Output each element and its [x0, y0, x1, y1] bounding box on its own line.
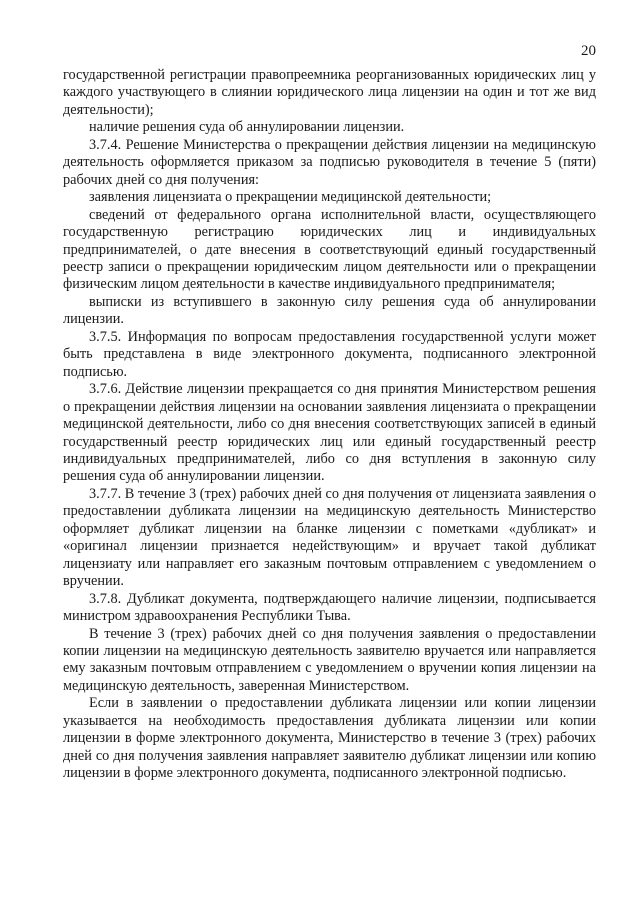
paragraph: Если в заявлении о предоставлении дубликата лицензии или копии лицензии указывается на необходимость предоставления дубликата лицензии или копии лицензии в форме электронного документа, Министерство в течение 3 (трех) рабочих дней со дня получения заявления направляет заявителю дубликат лицензии или копию лицензии в форме электронного документа, подписанного электронной подписью.: [63, 695, 596, 782]
paragraph: сведений от федерального органа исполнительной власти, осуществляющего государственную регистрацию юридических лиц и индивидуальных предпринимателей, о дате внесения в соответствующий единый государственный реестр записи о прекращении юридическим лицом деятельности или о прекращении физическим лицом деятельности в качестве индивидуального предпринимателя;: [63, 206, 596, 293]
paragraph: В течение 3 (трех) рабочих дней со дня получения заявления о предоставлении копии лицензии на медицинскую деятельность заявителю вручается или направляется ему заказным почтовым отправлением с уведомлением о вручении копия лицензии на медицинскую деятельность, заверенная Министерством.: [63, 625, 596, 694]
paragraph: государственной регистрации правопреемника реорганизованных юридических лиц у каждого участвующего в слиянии юридического лица лицензии на один и тот же вид деятельности);: [63, 67, 596, 118]
paragraph: 3.7.6. Действие лицензии прекращается со дня принятия Министерством решения о прекращении действия лицензии на основании заявления лицензиата о прекращении медицинской деятельности, либо со дня внесения соответствующих записей в единый государственный реестр юридических лиц или единый государственный реестр индивидуальных предпринимателей, либо со дня вступления в законную силу решения суда об аннулировании лицензии.: [63, 381, 596, 485]
paragraph: 3.7.8. Дубликат документа, подтверждающего наличие лицензии, подписывается министром здравоохранения Республики Тыва.: [63, 590, 596, 625]
paragraph: 3.7.7. В течение 3 (трех) рабочих дней со дня получения от лицензиата заявления о предоставлении дубликата лицензии на медицинскую деятельность Министерство оформляет дубликат лицензии на бланке лицензии с пометками «дубликат» и «оригинал лицензии признается недействующим» и вручает такой дубликат лицензиату или направляет его заказным почтовым отправлением с уведомлением о вручении.: [63, 485, 596, 590]
page-number: 20: [581, 43, 596, 59]
document-body: [63, 67, 596, 783]
paragraph: 3.7.4. Решение Министерства о прекращении действия лицензии на медицинскую деятельность оформляется приказом за подписью руководителя в течение 5 (пяти) рабочих дней со дня получения:: [63, 136, 596, 188]
paragraph: наличие решения суда об аннулировании лицензии.: [89, 119, 405, 136]
paragraph: заявления лицензиата о прекращении медицинской деятельности;: [89, 189, 492, 206]
paragraph: выписки из вступившего в законную силу решения суда об аннулировании лицензии.: [63, 293, 596, 328]
paragraph: 3.7.5. Информация по вопросам предоставления государственной услуги может быть представлена в виде электронного документа, подписанного электронной подписью.: [63, 328, 596, 380]
